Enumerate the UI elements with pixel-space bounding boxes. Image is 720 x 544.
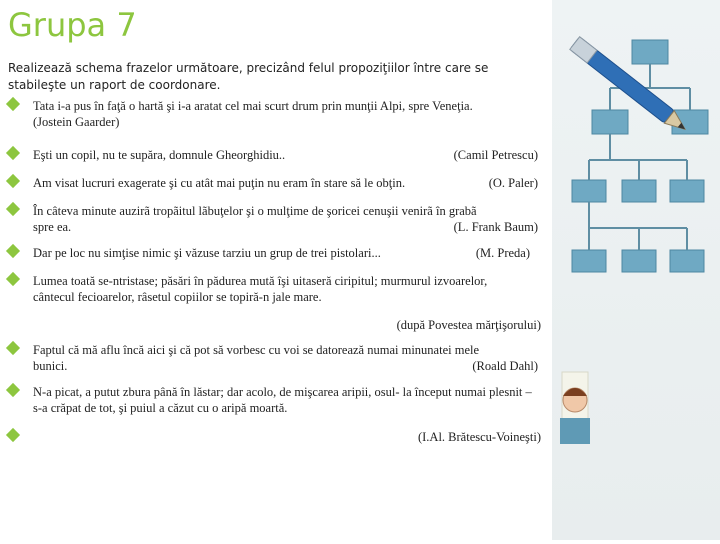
page-title: Grupa 7 bbox=[8, 6, 137, 44]
item-source: (L. Frank Baum) bbox=[453, 220, 538, 234]
item-text-continued: bunici. bbox=[33, 359, 68, 373]
bullet-icon bbox=[6, 244, 20, 258]
instructions-text: Realizează schema frazelor următoare, precizând felul propoziţiilor între care se stabileşte un raport de coordonare. bbox=[8, 61, 489, 92]
item-source: (după Povestea mărţişorului) bbox=[396, 318, 541, 332]
list-item bbox=[33, 429, 541, 445]
bullet-icon bbox=[6, 174, 20, 188]
bullet-icon bbox=[6, 97, 20, 111]
item-source: (Camil Petrescu) bbox=[453, 148, 538, 162]
item-source: (M. Preda) bbox=[475, 246, 530, 260]
list-item bbox=[33, 384, 543, 416]
bullet-icon bbox=[6, 341, 20, 355]
item-source: (I.Al. Brătescu-Voineşti) bbox=[417, 430, 541, 444]
bullet-icon bbox=[6, 202, 20, 216]
list-item bbox=[33, 203, 538, 235]
item-text: Faptul că mă aflu încă aici şi că pot să vorbesc cu voi se datorează numai minunatei mele bbox=[33, 343, 480, 357]
item-source: (Roald Dahl) bbox=[472, 359, 538, 373]
bullet-icon bbox=[6, 383, 20, 397]
standalone-source bbox=[33, 317, 541, 333]
list-item bbox=[33, 98, 538, 130]
list-item bbox=[33, 342, 538, 374]
item-source: (Jostein Gaarder) bbox=[33, 115, 120, 129]
bullet-icon bbox=[6, 272, 20, 286]
list-item bbox=[33, 175, 538, 191]
item-text: Dar pe loc nu simţise nimic şi văzuse tarziu un grup de trei pistolari... bbox=[33, 246, 381, 260]
diagram-illustration bbox=[552, 0, 720, 540]
bullet-icon bbox=[6, 428, 20, 442]
item-source: (O. Paler) bbox=[488, 176, 538, 190]
item-text: În câteva minute auzirã tropãitul lãbuţelor şi o mulţime de şoricei cenuşii venirã în grabã bbox=[33, 204, 477, 218]
hierarchy-chart-icon bbox=[552, 0, 720, 540]
item-text: Tata i-a pus în faţă o hartă şi i-a aratat cel mai scurt drum prin munţii Alpi, spre Veneţia. bbox=[33, 99, 473, 113]
list-item bbox=[33, 245, 530, 261]
item-text: Lumea toată se-ntristase; păsări în pădurea mută îşi uitaseră ciripitul; murmurul izvoarelor, cântecul fecioarelor, râsetul copiilor se topiră-n jale mare. bbox=[33, 274, 488, 304]
bullet-icon bbox=[6, 146, 20, 160]
item-text: Am visat lucruri exagerate şi cu atât mai puţin nu eram în stare să le obţin. bbox=[33, 176, 406, 190]
item-text: N-a picat, a putut zbura până în lăstar; dar acolo, de mişcarea aripii, osul- la început numai plesnit – s-a crăpat de tot, şi puiul a căzut cu o aripă moartă. bbox=[33, 385, 532, 415]
list-item bbox=[33, 147, 538, 163]
item-text: Eşti un copil, nu te supăra, domnule Gheorghidiu.. bbox=[33, 148, 286, 162]
item-text-continued: spre ea. bbox=[33, 220, 72, 234]
list-item bbox=[33, 273, 503, 305]
